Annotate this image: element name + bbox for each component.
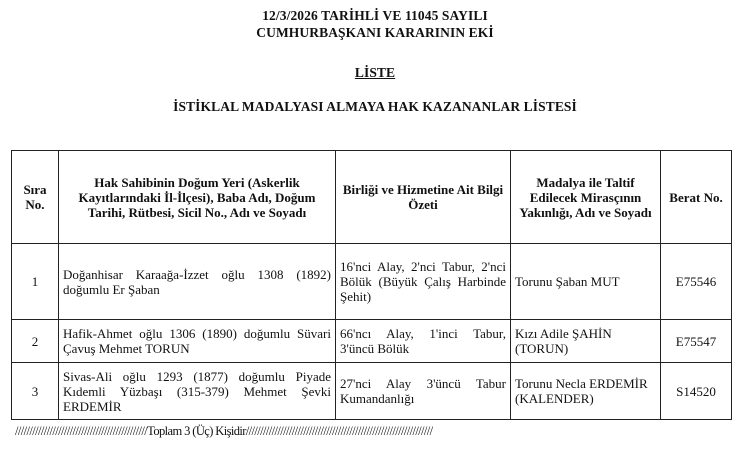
column-header-sira: Sıra No. bbox=[12, 151, 59, 244]
cell-hak-sahibi: Sivas-Ali oğlu 1293 (1877) doğumlu Piyade Kıdemli Yüzbaşı (315-379) Mehmet Şevki ERDEMİR bbox=[59, 363, 336, 420]
cell-sira: 3 bbox=[12, 363, 59, 420]
column-header-hak-sahibi: Hak Sahibinin Doğum Yeri (Askerlik Kayıtlarındaki İl-İlçesi), Baba Adı, Doğum Tarihi, Rütbesi, Sicil No., Adı ve Soyadı bbox=[59, 151, 336, 244]
list-heading: LİSTE bbox=[354, 65, 396, 80]
table-row bbox=[12, 320, 732, 363]
cell-berat: S14520 bbox=[661, 363, 732, 420]
table-row bbox=[12, 363, 732, 420]
cell-birlik: 66'ncı Alay, 1'inci Tabur, 3'üncü Bölük bbox=[336, 320, 511, 363]
cell-hak-sahibi: Hafik-Ahmet oğlu 1306 (1890) doğumlu Süvari Çavuş Mehmet TORUN bbox=[59, 320, 336, 363]
total-count-text: Toplam 3 (Üç) Kişidir bbox=[147, 424, 246, 438]
cell-sira: 2 bbox=[12, 320, 59, 363]
cell-mirasci: Torunu Şaban MUT bbox=[511, 244, 661, 320]
decision-annex-line: CUMHURBAŞKANI KARARININ EKİ bbox=[256, 25, 494, 40]
cell-berat: E75546 bbox=[661, 244, 732, 320]
table-row bbox=[12, 244, 732, 320]
table-header-row bbox=[12, 151, 732, 244]
column-header-berat: Berat No. bbox=[661, 151, 732, 244]
total-count-line bbox=[15, 424, 735, 439]
cell-mirasci: Torunu Necla ERDEMİR (KALENDER) bbox=[511, 363, 661, 420]
cell-birlik: 27'nci Alay 3'üncü Tabur Kumandanlığı bbox=[336, 363, 511, 420]
page-title: İSTİKLAL MADALYASI ALMAYA HAK KAZANANLAR LİSTESİ bbox=[173, 99, 577, 114]
cell-sira: 1 bbox=[12, 244, 59, 320]
cell-birlik: 16'nci Alay, 2'nci Tabur, 2'nci Bölük (Büyük Çalış Harbinde Şehit) bbox=[336, 244, 511, 320]
cell-berat: E75547 bbox=[661, 320, 732, 363]
recipients-table bbox=[11, 150, 732, 420]
footer-right-fill: ///////////////////////////////////////////////////////////////// bbox=[245, 424, 433, 438]
column-header-mirasci: Madalya ile Taltif Edilecek Mirasçının Yakınlığı, Adı ve Soyadı bbox=[511, 151, 661, 244]
cell-hak-sahibi: Doğanhisar Karaağa-İzzet oğlu 1308 (1892) doğumlu Er Şaban bbox=[59, 244, 336, 320]
cell-mirasci: Kızı Adile ŞAHİN (TORUN) bbox=[511, 320, 661, 363]
column-header-birlik: Birliği ve Hizmetine Ait Bilgi Özeti bbox=[336, 151, 511, 244]
footer-left-fill: ////////////////////////////////////////////// bbox=[15, 424, 148, 438]
decision-date-line: 12/3/2026 TARİHLİ VE 11045 SAYILI bbox=[262, 8, 488, 23]
